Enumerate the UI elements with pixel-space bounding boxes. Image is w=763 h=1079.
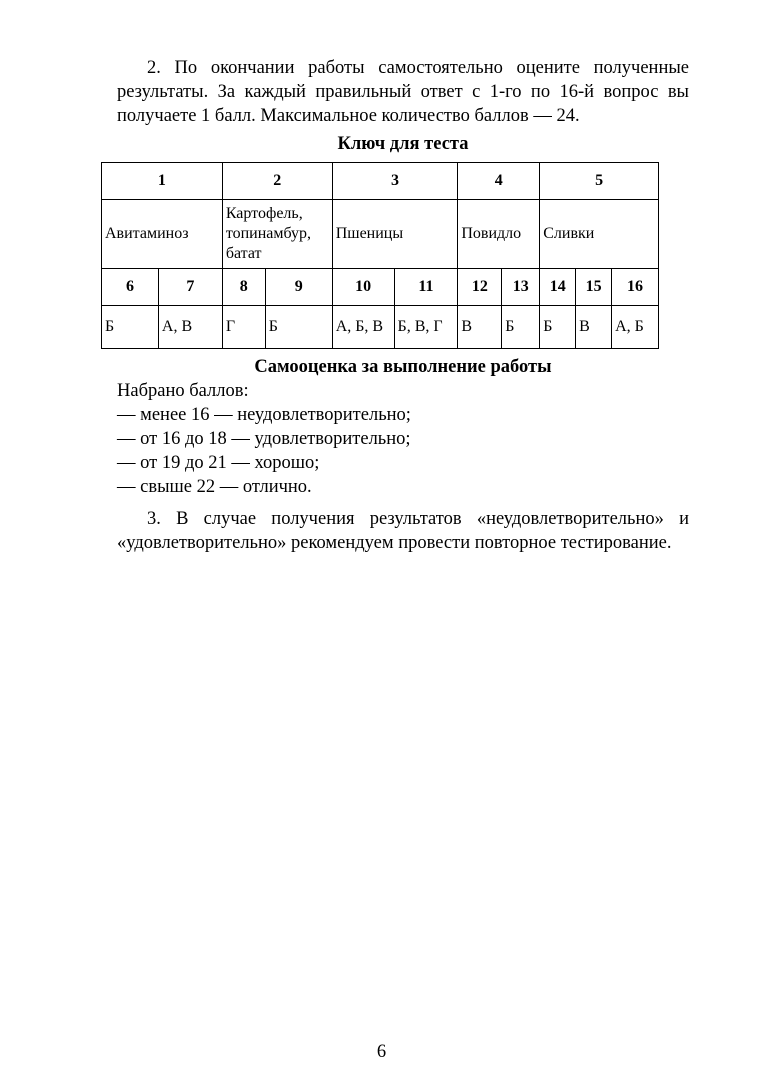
question-number-cell: 14: [540, 269, 576, 306]
answer-cell: Картофель, топинамбур, батат: [222, 200, 332, 269]
answer-cell: А, Б, В: [332, 306, 394, 349]
answer-cell: Г: [222, 306, 265, 349]
answer-cell: Б: [540, 306, 576, 349]
answer-cell: Пшеницы: [332, 200, 458, 269]
question-number-cell: 3: [332, 163, 458, 200]
question-number-cell: 13: [502, 269, 540, 306]
answer-cell: Б, В, Г: [394, 306, 458, 349]
grade-item: — менее 16 — неудовлетворительно;: [117, 405, 411, 425]
answer-key-title: Ключ для теста: [337, 134, 469, 154]
page-number: 6: [376, 1042, 387, 1062]
spacer: [117, 499, 689, 507]
question-number-cell: 16: [612, 269, 659, 306]
question-number-cell: 7: [158, 269, 222, 306]
question-number-cell: 15: [576, 269, 612, 306]
grade-item: — от 16 до 18 — удовлетворительно;: [117, 429, 411, 449]
grade-item: — свыше 22 — отлично.: [117, 477, 312, 497]
question-number-cell: 11: [394, 269, 458, 306]
grade-list: [117, 403, 689, 499]
question-number-cell: 2: [222, 163, 332, 200]
instruction-paragraph-2: 2. По окончании работы самостоятельно оцените полученные результаты. За каждый правильный ответ с 1-го по 16-й вопрос вы получаете 1 балл. Максимальное количество баллов — 24.: [117, 58, 689, 126]
question-number-cell: 6: [102, 269, 159, 306]
self-assessment-title: Самооценка за выполнение работы: [254, 357, 552, 377]
question-number-cell: 8: [222, 269, 265, 306]
answer-key-header-row-1: [102, 163, 659, 200]
question-number-cell: 12: [458, 269, 502, 306]
answer-cell: Повидло: [458, 200, 540, 269]
answer-key-header-row-2: [102, 269, 659, 306]
answer-cell: Авитаминоз: [102, 200, 223, 269]
question-number-cell: 1: [102, 163, 223, 200]
question-number-cell: 9: [265, 269, 332, 306]
page-content: [105, 56, 689, 555]
answer-cell: Б: [102, 306, 159, 349]
answer-cell: В: [458, 306, 502, 349]
answer-key-answers-row-2: [102, 306, 659, 349]
question-number-cell: 10: [332, 269, 394, 306]
grade-item: — от 19 до 21 — хорошо;: [117, 453, 320, 473]
answer-cell: А, Б: [612, 306, 659, 349]
question-number-cell: 4: [458, 163, 540, 200]
answer-cell: Б: [502, 306, 540, 349]
score-intro: Набрано баллов:: [117, 381, 249, 401]
answer-cell: А, В: [158, 306, 222, 349]
answer-key-answers-row-1: [102, 200, 659, 269]
answer-key-table: [101, 162, 659, 349]
answer-cell: В: [576, 306, 612, 349]
recommendation-paragraph-3: 3. В случае получения результатов «неудовлетворительно» и «удовлетворительно» рекомендуем провести повторное тестирование.: [117, 509, 689, 553]
question-number-cell: 5: [540, 163, 659, 200]
answer-cell: Сливки: [540, 200, 659, 269]
answer-cell: Б: [265, 306, 332, 349]
